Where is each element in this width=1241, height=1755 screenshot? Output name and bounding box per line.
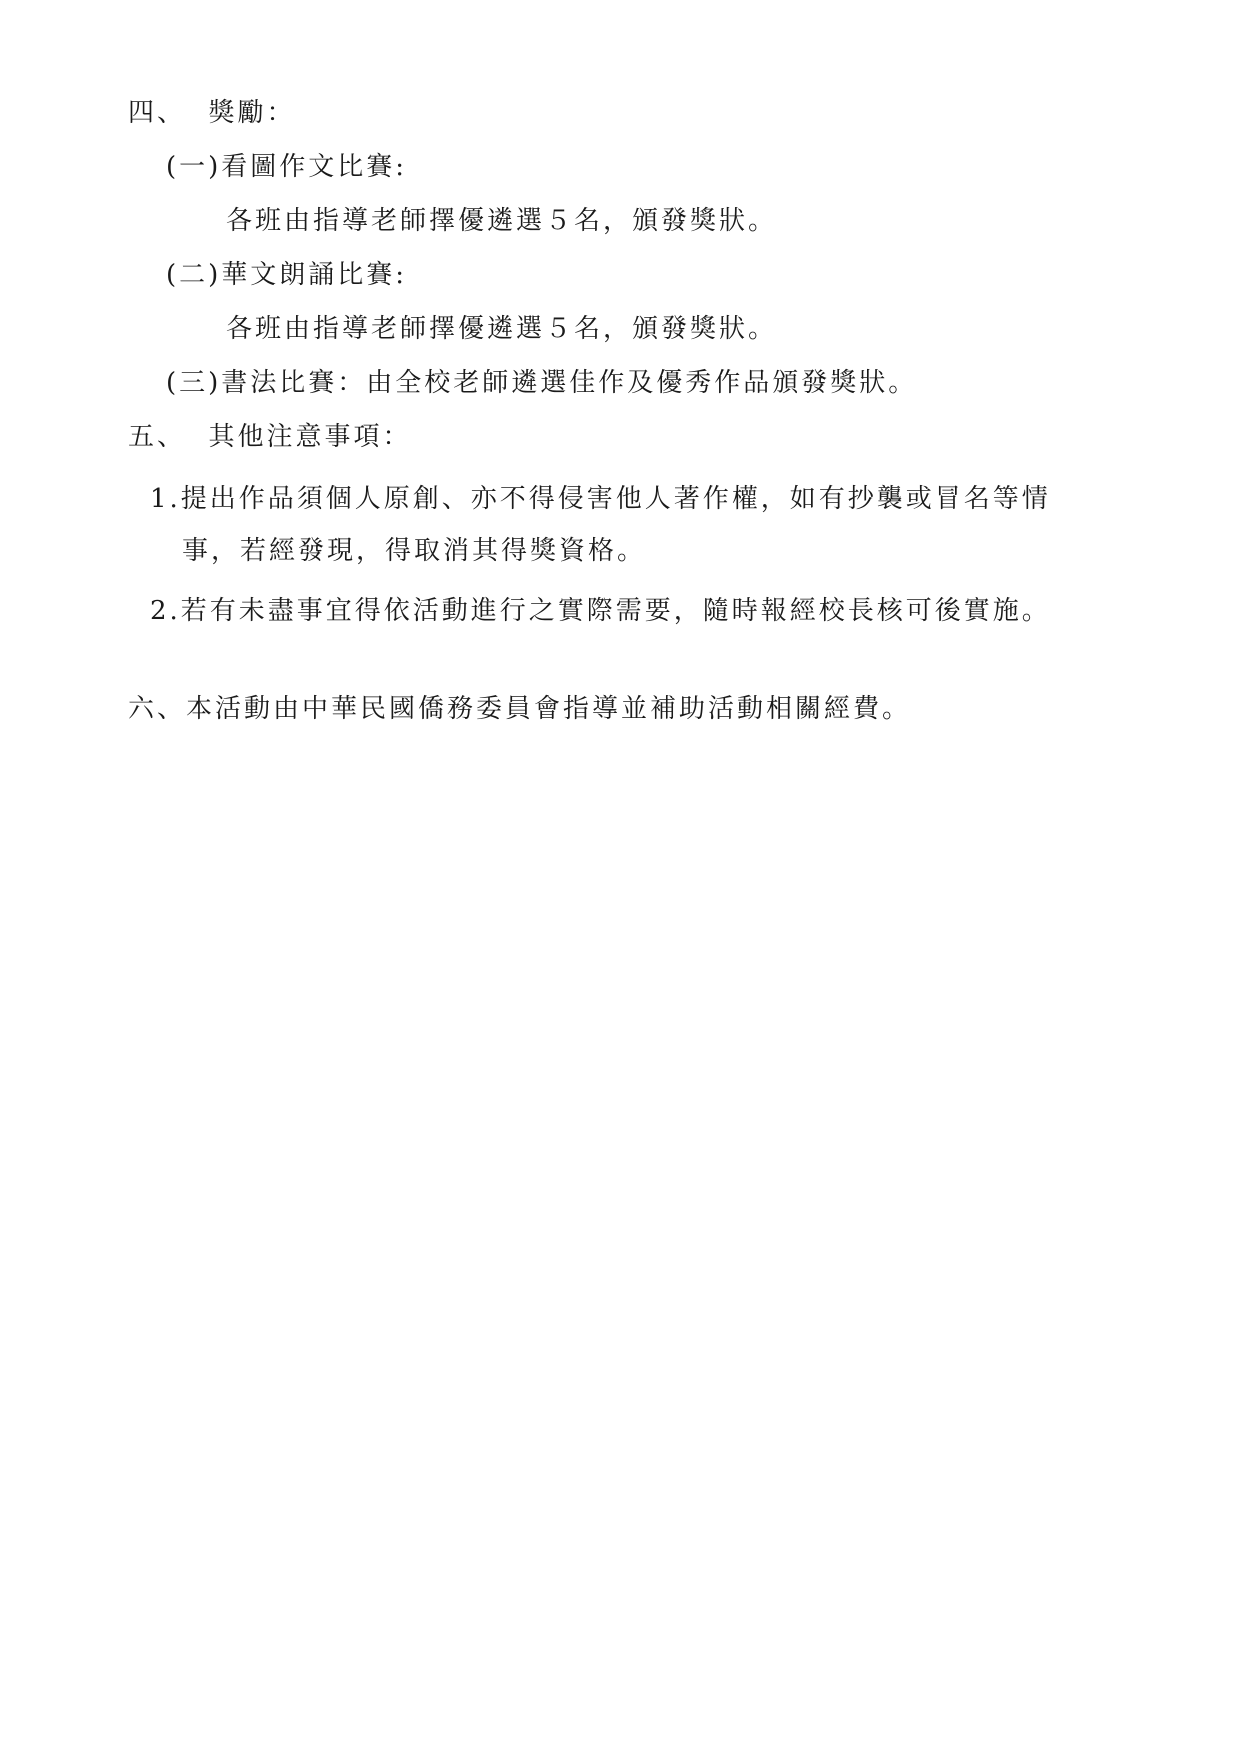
section-5-item-2: 2.若有未盡事宜得依活動進行之實際需要，隨時報經校長核可後實施。 — [150, 596, 1051, 626]
section-4-item-1-body: 各班由指導老師擇優遴選５名，頒發獎狀。 — [226, 206, 778, 236]
section-4-item-2-title: (二)華文朗誦比賽: — [166, 260, 408, 290]
section-5-item-1-line-1: 1.提出作品須個人原創、亦不得侵害他人著作權，如有抄襲或冒名等情 — [150, 484, 1051, 514]
section-4-item-2-body: 各班由指導老師擇優遴選５名，頒發獎狀。 — [226, 314, 778, 344]
section-6-text: 六、本活動由中華民國僑務委員會指導並補助活動相關經費。 — [128, 694, 912, 724]
section-5-heading: 五、 其他注意事項： — [128, 422, 412, 452]
section-4-item-3: (三)書法比賽：由全校老師遴選佳作及優秀作品頒發獎狀。 — [166, 368, 918, 398]
section-4-heading: 四、 獎勵： — [128, 98, 296, 128]
section-5-item-1-line-2: 事，若經發現，得取消其得獎資格。 — [182, 536, 647, 566]
section-4-item-1-title: (一)看圖作文比賽: — [166, 152, 408, 182]
